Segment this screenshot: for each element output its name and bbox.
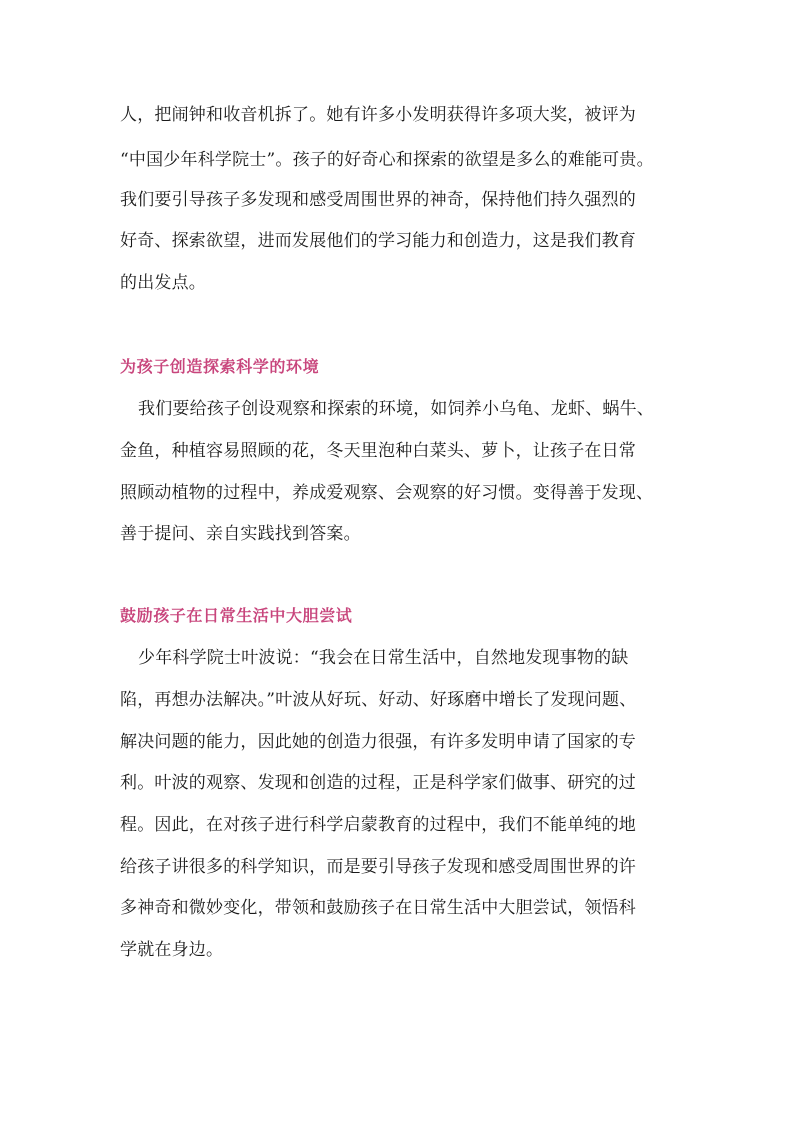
intro-line-3: 我们要引导孩子多发现和感受周围世界的神奇，保持他们持久强烈的 (120, 190, 636, 210)
section-2-line-3: 解决问题的能力，因此她的创造力很强，有许多发明申请了国家的专 (120, 732, 636, 752)
section-2-line-1: 少年科学院士叶波说：“我会在日常生活中，自然地发现事物的缺 (138, 648, 629, 668)
intro-line-2: “中国少年科学院士”。孩子的好奇心和探索的欲望是多么的难能可贵。 (120, 150, 654, 170)
section-1-line-2: 金鱼，种植容易照顾的花，冬天里泡种白菜头、萝卜，让孩子在日常 (120, 441, 636, 461)
section-2-line-8: 学就在身边。 (120, 940, 224, 960)
section-2-line-5: 程。因此，在对孩子进行科学启蒙教育的过程中，我们不能单纯的地 (120, 815, 636, 835)
section-1-heading: 为孩子创造探索科学的环境 (120, 357, 320, 376)
intro-line-4: 好奇、探索欲望，进而发展他们的学习能力和创造力，这是我们教育 (120, 231, 636, 251)
section-2-line-7: 多神奇和微妙变化，带领和鼓励孩子在日常生活中大胆尝试，领悟科 (120, 898, 636, 918)
section-2-line-4: 利。叶波的观察、发现和创造的过程，正是科学家们做事、研究的过 (120, 773, 636, 793)
intro-line-5: 的出发点。 (120, 273, 206, 293)
section-1-line-1: 我们要给孩子创设观察和探索的环境，如饲养小乌龟、龙虾、蜗牛、 (138, 399, 654, 419)
section-1-line-3: 照顾动植物的过程中，养成爱观察、会观察的好习惯。变得善于发现、 (120, 483, 654, 503)
section-2-line-6: 给孩子讲很多的科学知识，而是要引导孩子发现和感受周围世界的许 (120, 857, 636, 877)
section-2-line-2: 陷，再想办法解决。”叶波从好玩、好动、好琢磨中增长了发现问题、 (120, 690, 637, 710)
section-2-heading: 鼓励孩子在日常生活中大胆尝试 (120, 606, 353, 625)
section-1-line-4: 善于提问、亲自实践找到答案。 (120, 524, 361, 544)
intro-line-1: 人，把闹钟和收音机拆了。她有许多小发明获得许多项大奖，被评为 (120, 105, 636, 125)
